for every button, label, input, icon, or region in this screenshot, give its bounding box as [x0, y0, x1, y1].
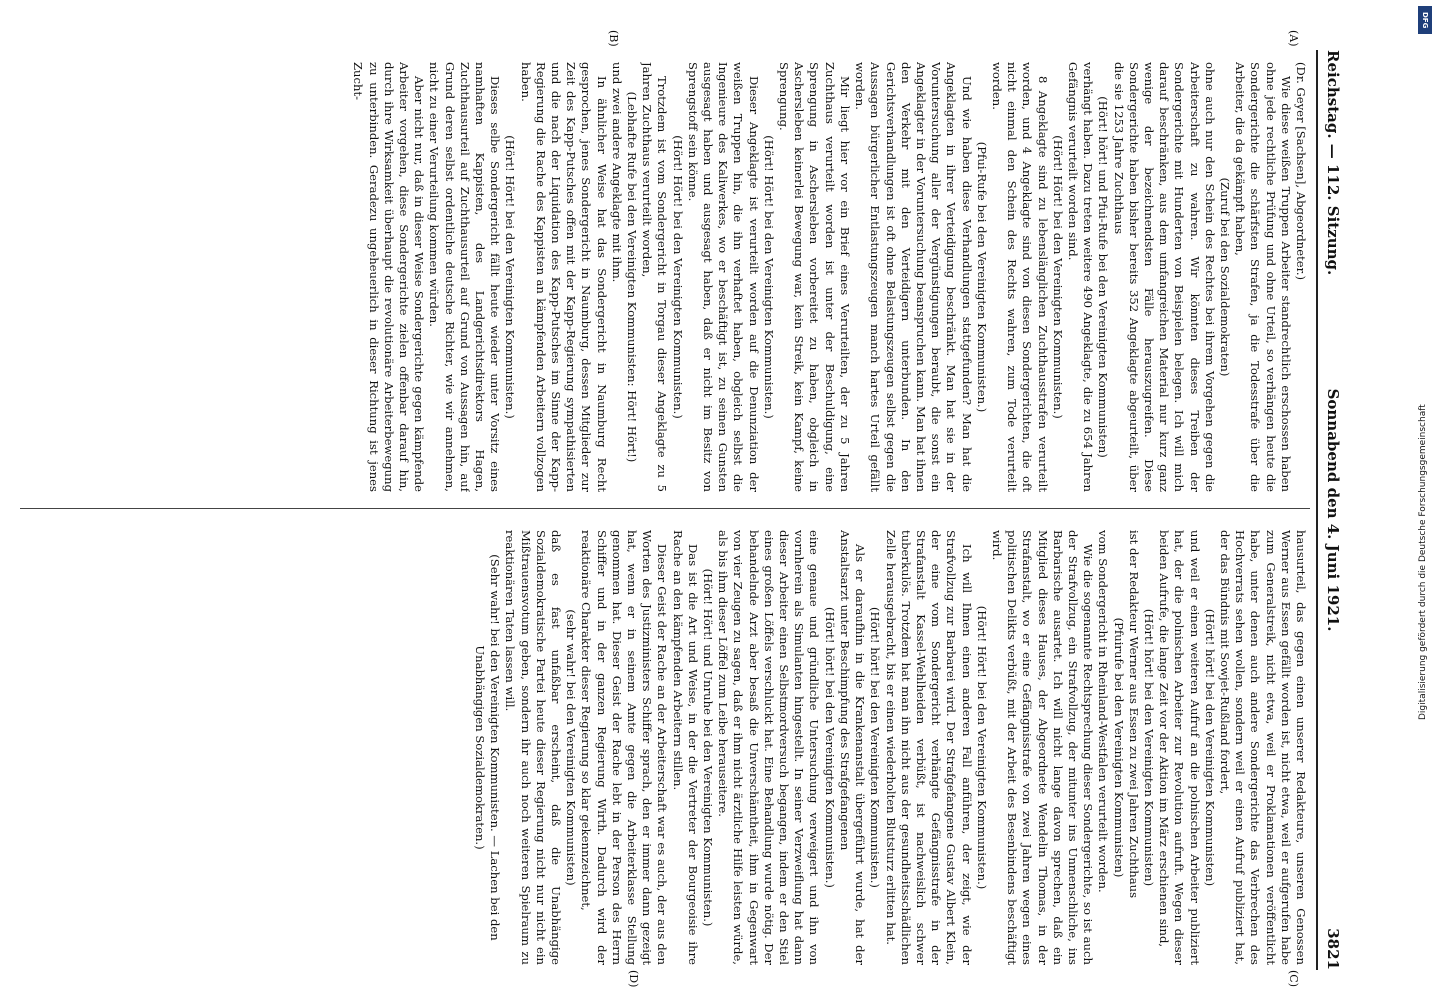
marker-b: (B) — [607, 30, 620, 47]
page-header — [1316, 50, 1342, 970]
paragraph: Aber nicht nur, daß in dieser Weise Sondergerichte gegen kämpfende Arbeiter vorgehen, diese Sondergerichte zielen offenbar darauf hin, durch ihre Wirksamkeit überhaupt die revolutionäre Arbeiterbewegung zu unterbinden. Geradezu ungeheuerlich in dieser Richtung ist jenes Zucht- — [351, 62, 427, 492]
interjection: (Hört! Hört! bei den Vereinigten Kommunisten.) — [503, 135, 518, 419]
paragraph: In ähnlicher Weise hat das Sondergericht in Naumburg Recht gesprochen, jenes Sondergericht in Naumburg, dessen Mitglieder zur Zeit des Kapp-Putsches offen mit der Kapp-Regierung sympathisierten und die nach der Liquidation des Kapp-Putsches im Sinne der Kapp-Regierung die Rache des Kappisten an kämpfenden Arbeitern vollzogen haben. — [518, 62, 609, 492]
paragraph: Wie die sogenannte Rechtsprechung dieser Sondergerichte, so ist auch der Strafvollzug, ein Strafvollzug, der mitunter ins Unmenschliche, ins Barbarische ausartet. Ich will nicht lange davon sprechen, daß ein Mitglied dieses Hauses, der Abgeordnete Wendelin Thomas, in der Strafanstalt, wo er eine Gefängnisstrafe von zwei Jahren wegen eines politischen Delikts verbüßt, mit der Arbeit des Besenbindens beschäftigt wird. — [989, 530, 1096, 965]
interjection: (Hört! Hört! bei den Vereinigten Kommunisten.) — [1050, 135, 1065, 419]
interjection: (Pfuirufe bei den Vereinigten Kommunisten) — [1111, 617, 1126, 878]
paragraph: hausurteil, das gegen einen unserer Redakteure, unseren Genossen Werner aus Essen gefällt worden ist, nicht etwa, weil er aufgerufen habe zum Generalstreik, nicht etwa, weil er Proklamationen veröffentlicht habe, unter denen auch andere Sondergerichte das Verbrechen des Hochverrats sehen wollen, sondern weil er einen Aufruf publiziert hat, der das Bündnis mit Sowjet-Rußland fordert, — [1217, 530, 1308, 965]
speaker-line: (Dr. Geyer [Sachsen], Abgeordneter.) — [1294, 62, 1308, 281]
left-column — [20, 62, 1308, 492]
interjection: (Hört! hört! und Pfui-Rufe bei den Vereinigten Kommunisten) — [1096, 96, 1111, 458]
paragraph: Das ist die Art und Weise, in der die Vertreter der Bourgeoisie ihre Rache an den kämpfenden Arbeitern stillen. — [670, 530, 700, 965]
paragraph: verhängt haben. Dazu treten weitere 490 Angeklagte, die zu 654 Jahren Gefängnis verurteilt worden sind. — [1065, 62, 1096, 492]
dfg-logo: DFG — [1418, 6, 1432, 34]
column-divider — [20, 508, 1310, 509]
paragraph: ist der Redakteur Werner aus Essen zu zwei Jahren Zuchthaus — [1126, 530, 1141, 899]
interjection: (Hört! hört! bei den Vereinigten Kommunisten) — [1202, 608, 1217, 887]
interjection: (Sehr wahr! bei den Vereinigten Kommunisten. — Lachen bei den Unabhängigen Sozialdemokraten.) — [473, 554, 503, 941]
interjection: (sehr wahr! bei den Vereinigten Kommunisten) — [564, 609, 579, 886]
paragraph: vom Sondergericht in Rheinland-Westfalen verurteilt worden. — [1096, 530, 1111, 893]
interjection: (Hört! hört! bei den Vereinigten Kommunisten.) — [868, 607, 883, 888]
right-column — [20, 530, 1308, 965]
paragraph: 8 Angeklagte sind zu lebenslänglichen Zuchthausstrafen verurteilt worden, und 4 Angeklagte sind von diesen Sondergerichten, die oft nicht einmal den Schein des Rechts wahren, zum Tode verurteilt worden. — [989, 62, 1050, 492]
interjection: (Hört! Hört! bei den Vereinigten Kommunisten.) — [670, 135, 685, 419]
interjection: (Zuruf bei den Sozialdemokraten) — [1217, 177, 1232, 377]
paragraph: Als er daraufhin in die Krankenanstalt übergeführt wurde, hat der Anstaltsarzt unter Beschimpfung des Strafgefangenen — [837, 530, 868, 965]
header-rule — [1316, 50, 1318, 970]
interjection: (Hört! hört! bei den Vereinigten Kommunisten.) — [822, 607, 837, 888]
paragraph: und zwei andere Angeklagte mit ihm. — [609, 62, 624, 283]
interjection: (Hört! hört! bei den Vereinigten Kommunisten) — [1141, 608, 1156, 887]
interjection: (Hört! Hört! bei den Vereinigten Kommunisten.) — [761, 135, 776, 419]
marker-a: (A) — [1287, 30, 1300, 47]
header-center: Sonnabend den 4. Juni 1921. — [1324, 388, 1342, 632]
page-number: 3821 — [1324, 928, 1342, 970]
interjection: (Hört! Hört! bei den Vereinigten Kommunisten.) — [974, 605, 989, 890]
digitization-credit: Digitalisierung gefördert durch die Deutsche Forschungsgemeinschaft — [1418, 404, 1428, 720]
paragraph: Wie diese weißen Truppen Arbeiter standrechtlich erschossen haben ohne jede rechtliche Prüfung und ohne Urteil, so verhängen heute die Sondergerichte die schärfsten Strafen, ja die Todesstrafe über die Arbeiter, die da gekämpft haben, — [1233, 62, 1293, 492]
marker-c: (C) — [1287, 970, 1300, 987]
paragraph: Mir liegt hier vor ein Brief eines Verurteilten, der zu 5 Jahren Zuchthaus verurteilt worden ist unter der Beschuldigung, eine Sprengung in Aschersleben vorbereitet zu haben, obgleich in Aschersleben keinerlei Bewegung war, kein Streik, kein Kampf, keine Sprengung. — [777, 62, 852, 492]
paragraph: und weil er einen weiteren Aufruf an die polnischen Arbeiter publiziert hat, der die polnischen Arbeiter zur Revolution aufruft. Wegen dieser beiden Aufrufe, die lange Zeit vor der Aktion im März erschienen sind, — [1157, 530, 1202, 965]
paragraph: Dieser Angeklagte ist verurteilt worden auf die Denunziation der weißen Truppen hin, die ihn verhaftet haben, obgleich selbst die Ingenieure des Kaliwerkes, wo er beschäftigt ist, zu seinen Gunsten ausgesagt haben und ausgesagt haben, daß er nicht im Besitz von Sprengstoff sein könne. — [685, 62, 761, 492]
paragraph: Dieses selbe Sondergericht fällt heute wieder unter Vorsitz eines namhaften Kappisten, des Landgerichtsdirektors Hagen, Zuchthausurteil auf Zuchthausurteil auf Grund von Aussagen hin, auf Grund deren selbst ordentliche deutsche Richter, wie wir annehmen, nicht zu einer Verurteilung kommen würden. — [427, 62, 503, 492]
paragraph: Dieser Geist der Rache an der Arbeiterschaft war es auch, der aus den Worten des Justizministers Schiffer sprach, den er immer dann gezeigt hat, wenn er in seinem Amte gegen die Arbeiterklasse Stellung genommen hat. Dieser Geist der Rache lebt in der Person des Herrn Schiffer und in der ganzen Regierung Wirth. Dadurch wird der reaktionäre Charakter dieser Regierung so klar gekennzeichnet, — [579, 530, 670, 965]
paragraph: Ich will Ihnen einen anderen Fall anführen, der zeigt, wie der Strafvollzug zur Barbarei wird. Der Strafgefangene Gustav Albert Klein, der eine vom Sondergericht verhängte Gefängnisstrafe in der Strafanstalt Kassel-Wehlheiden verbüßt, ist nachweislich schwer tuberkulös. Trotzdem hat man ihn nicht aus der gesundheitsschädlichen Zelle herausgebracht, bis er einen wiederholten Blutsturz erlitten hat. — [883, 530, 974, 965]
paragraph: ohne auch nur den Schein des Rechtes bei ihrem Vorgehen gegen die Arbeiterschaft zu wahren. Wir könnten dieses Treiben der Sondergerichte mit Hunderten von Beispielen belegen. Ich will mich darauf beschränken, aus dem umfangreichen Material nur kurz ganz wenige der bezeichnendsten Fälle herauszugreifen. Diese Sondergerichte haben bisher bereits 352 Angeklagte abgeurteilt, über die sie 1253 Jahre Zuchthaus — [1111, 62, 1217, 492]
interjection: (Hört! Hört! und Unruhe bei den Vereinigten Kommunisten.) — [701, 568, 716, 927]
marker-d: (D) — [627, 970, 640, 988]
paragraph: Und wie haben diese Verhandlungen stattgefunden? Man hat die Angeklagten in ihrer Verteidigung beschränkt. Man hat sie in der Voruntersuchung aller der Vergünstigungen beraubt, die sonst ein Angeklagter in der Voruntersuchung beanspruchen kann. Man hat ihnen den Verkehr mit den Verteidigern unterbunden. In den Gerichtsverhandlungen ist oft ohne Belastungszeugen selbst gegen die Aussagen bürgerlicher Entlastungszeugen manch hartes Urteil gefällt worden. — [853, 62, 974, 492]
paragraph: Trotzdem ist vom Sondergericht in Torgau dieser Angeklagte zu 5 Jahren Zuchthaus verurteilt worden, — [640, 62, 670, 492]
paragraph: eine genaue und gründliche Untersuchung verweigert und ihn von vornherein als Simulanten hingestellt. In seiner Verzweiflung hat dann dieser Arbeiter einen Selbstmordversuch begangen, indem er den Stiel eines großen Löffels verschluckt hat. Eine Behandlung wurde nötig. Der behandelnde Arzt aber besaß die Unverschämtheit, ihm in Gegenwart von vier Zeugen zu sagen, daß er ihm nicht ärztliche Hilfe leisten würde, als bis ihm dieser Löffel zum Leibe herauseitere. — [716, 530, 822, 965]
paragraph: daß es fast unfaßbar erscheint, daß die Unabhängige Sozialdemokratische Partei heute dieser Regierung nicht nur nicht ein Mißtrauensvotum geben, sondern ihr auch noch weiteren Spielraum zu reaktionären Taten lassen will. — [503, 530, 564, 965]
interjection: (Lebhafte Rufe bei den Vereinigten Kommunisten: Hört! Hört!) — [625, 91, 640, 463]
interjection: (Pfui-Rufe bei den Vereinigten Kommunisten.) — [974, 141, 989, 413]
header-left: Reichstag. — 112. Sitzung. — [1324, 50, 1342, 276]
